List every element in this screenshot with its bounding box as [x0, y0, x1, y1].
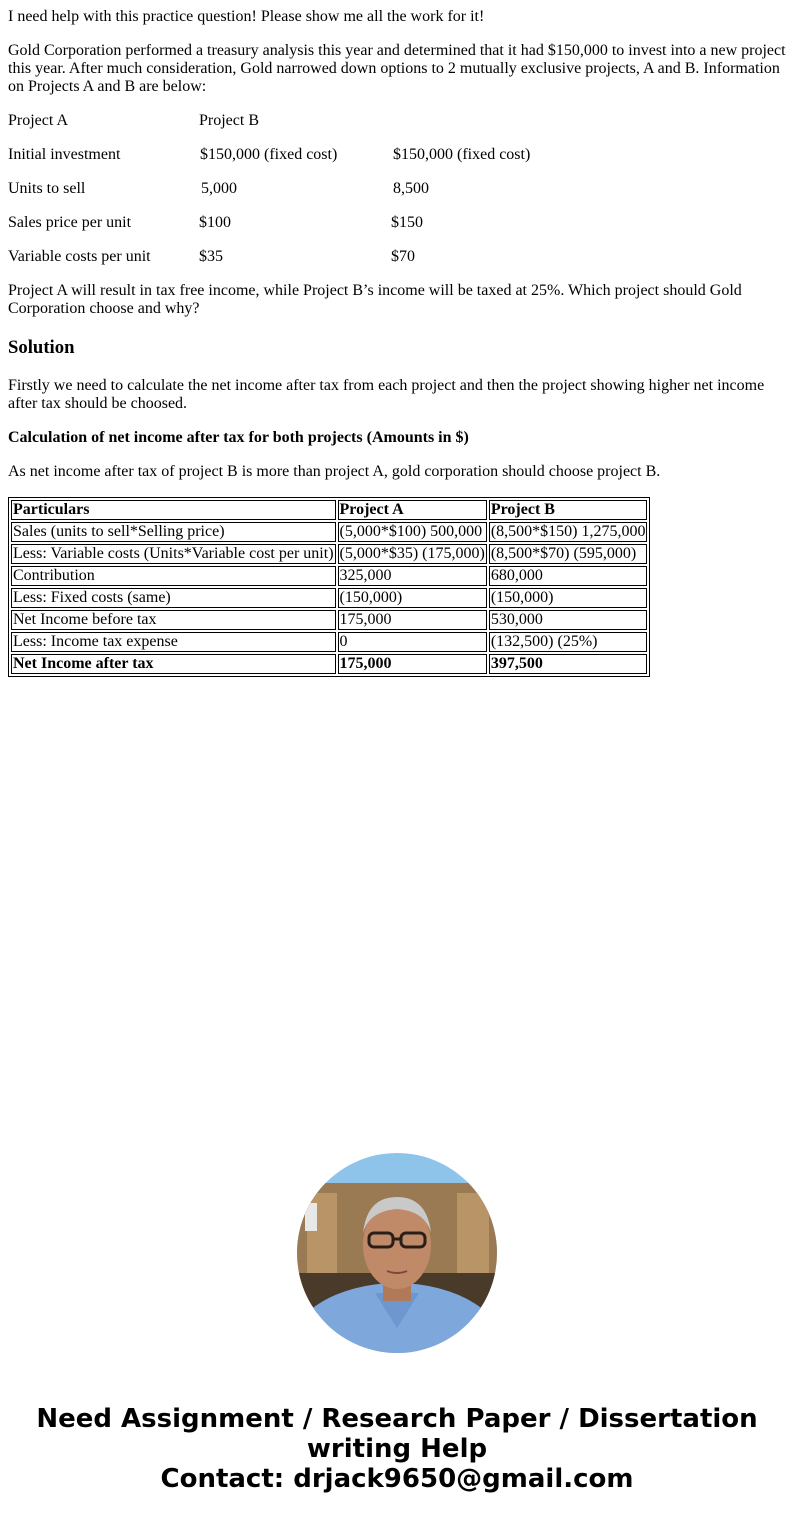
table-cell: (8,500*$150) 1,275,000 — [490, 523, 646, 540]
table-cell: Contribution — [11, 566, 336, 586]
table-header-cell: Project A — [338, 500, 487, 520]
info-value-b: 8,500 — [393, 180, 429, 197]
net-income-table — [8, 497, 650, 677]
table-row — [11, 588, 647, 608]
table-cell: 397,500 — [489, 654, 648, 674]
solution-conclusion: As net income after tax of project B is more than project A, gold corporation should choose project B. — [8, 463, 661, 480]
table-cell: Less: Income tax expense — [11, 632, 336, 652]
footer-line-2: writing Help — [306, 1434, 488, 1464]
info-value-a: $100 — [199, 214, 231, 231]
info-label: Sales price per unit — [8, 214, 132, 231]
table-cell: 175,000 — [338, 654, 487, 674]
table-cell: (150,000) — [489, 588, 648, 608]
table-cell: (132,500) (25%) — [489, 632, 648, 652]
info-header-project-a: Project A — [8, 112, 68, 129]
table-row — [11, 610, 647, 630]
info-row-sales-price — [8, 214, 792, 232]
info-row-initial-investment — [8, 146, 792, 164]
table-cell: 325,000 — [338, 566, 487, 586]
table-cell: Less: Variable costs (Units*Variable cost per unit) — [13, 545, 334, 562]
table-row — [11, 566, 647, 586]
table-header-row — [11, 500, 647, 520]
author-avatar — [297, 1153, 497, 1353]
info-value-a: 5,000 — [201, 180, 237, 197]
table-cell: Sales (units to sell*Selling price) — [11, 522, 336, 542]
table-row — [11, 544, 647, 564]
table-cell: 530,000 — [489, 610, 648, 630]
footer-banner — [0, 1404, 794, 1494]
footer-line-1: Need Assignment / Research Paper / Dissertation — [36, 1404, 758, 1434]
avatar-portrait-image — [297, 1153, 497, 1353]
info-row-units — [8, 180, 792, 198]
table-cell: (150,000) — [338, 588, 487, 608]
table-total-row — [11, 654, 647, 674]
calculation-heading: Calculation of net income after tax for both projects (Amounts in $) — [8, 429, 469, 446]
info-value-a: $35 — [199, 248, 223, 265]
question-prompt: Project A will result in tax free income, while Project B’s income will be taxed at 25%. Which project should Gold Corporation choose and why? — [8, 282, 742, 317]
table-cell: Net Income before tax — [11, 610, 336, 630]
table-row — [11, 632, 647, 652]
info-header-row — [8, 112, 792, 130]
table-cell: 175,000 — [338, 610, 487, 630]
info-value-b: $150,000 (fixed cost) — [393, 146, 531, 163]
info-value-b: $70 — [391, 248, 415, 265]
solution-heading: Solution — [8, 337, 75, 358]
table-cell: (5,000*$35) (175,000) — [339, 545, 485, 562]
solution-intro: Firstly we need to calculate the net income after tax from each project and then the project showing higher net income after tax should be choosed. — [8, 377, 765, 412]
table-cell: (5,000*$100) 500,000 — [338, 522, 487, 542]
footer-contact: Contact: drjack9650@gmail.com — [160, 1464, 634, 1494]
info-value-a: $150,000 (fixed cost) — [200, 146, 338, 163]
info-value-b: $150 — [391, 214, 423, 231]
table-cell: 680,000 — [489, 566, 648, 586]
table-row — [11, 522, 647, 542]
info-label: Variable costs per unit — [8, 248, 151, 265]
table-cell: Net Income after tax — [11, 654, 336, 674]
info-row-variable-costs — [8, 248, 792, 266]
info-header-project-b: Project B — [199, 112, 259, 129]
table-cell: Less: Fixed costs (same) — [11, 588, 336, 608]
table-header-cell: Project B — [489, 500, 648, 520]
table-cell: 0 — [338, 632, 487, 652]
table-header-cell: Particulars — [11, 500, 336, 520]
info-label: Initial investment — [8, 146, 121, 163]
question-paragraph: Gold Corporation performed a treasury analysis this year and determined that it had $150,000 to invest into a new project this year. After much consideration, Gold narrowed down options to 2 mutually exclusive projects, A and B. Information on Projects A and B are below: — [8, 42, 786, 95]
intro-text: I need help with this practice question! Please show me all the work for it! — [8, 8, 485, 25]
info-label: Units to sell — [8, 180, 86, 197]
table-cell: (8,500*$70) (595,000) — [489, 544, 648, 564]
